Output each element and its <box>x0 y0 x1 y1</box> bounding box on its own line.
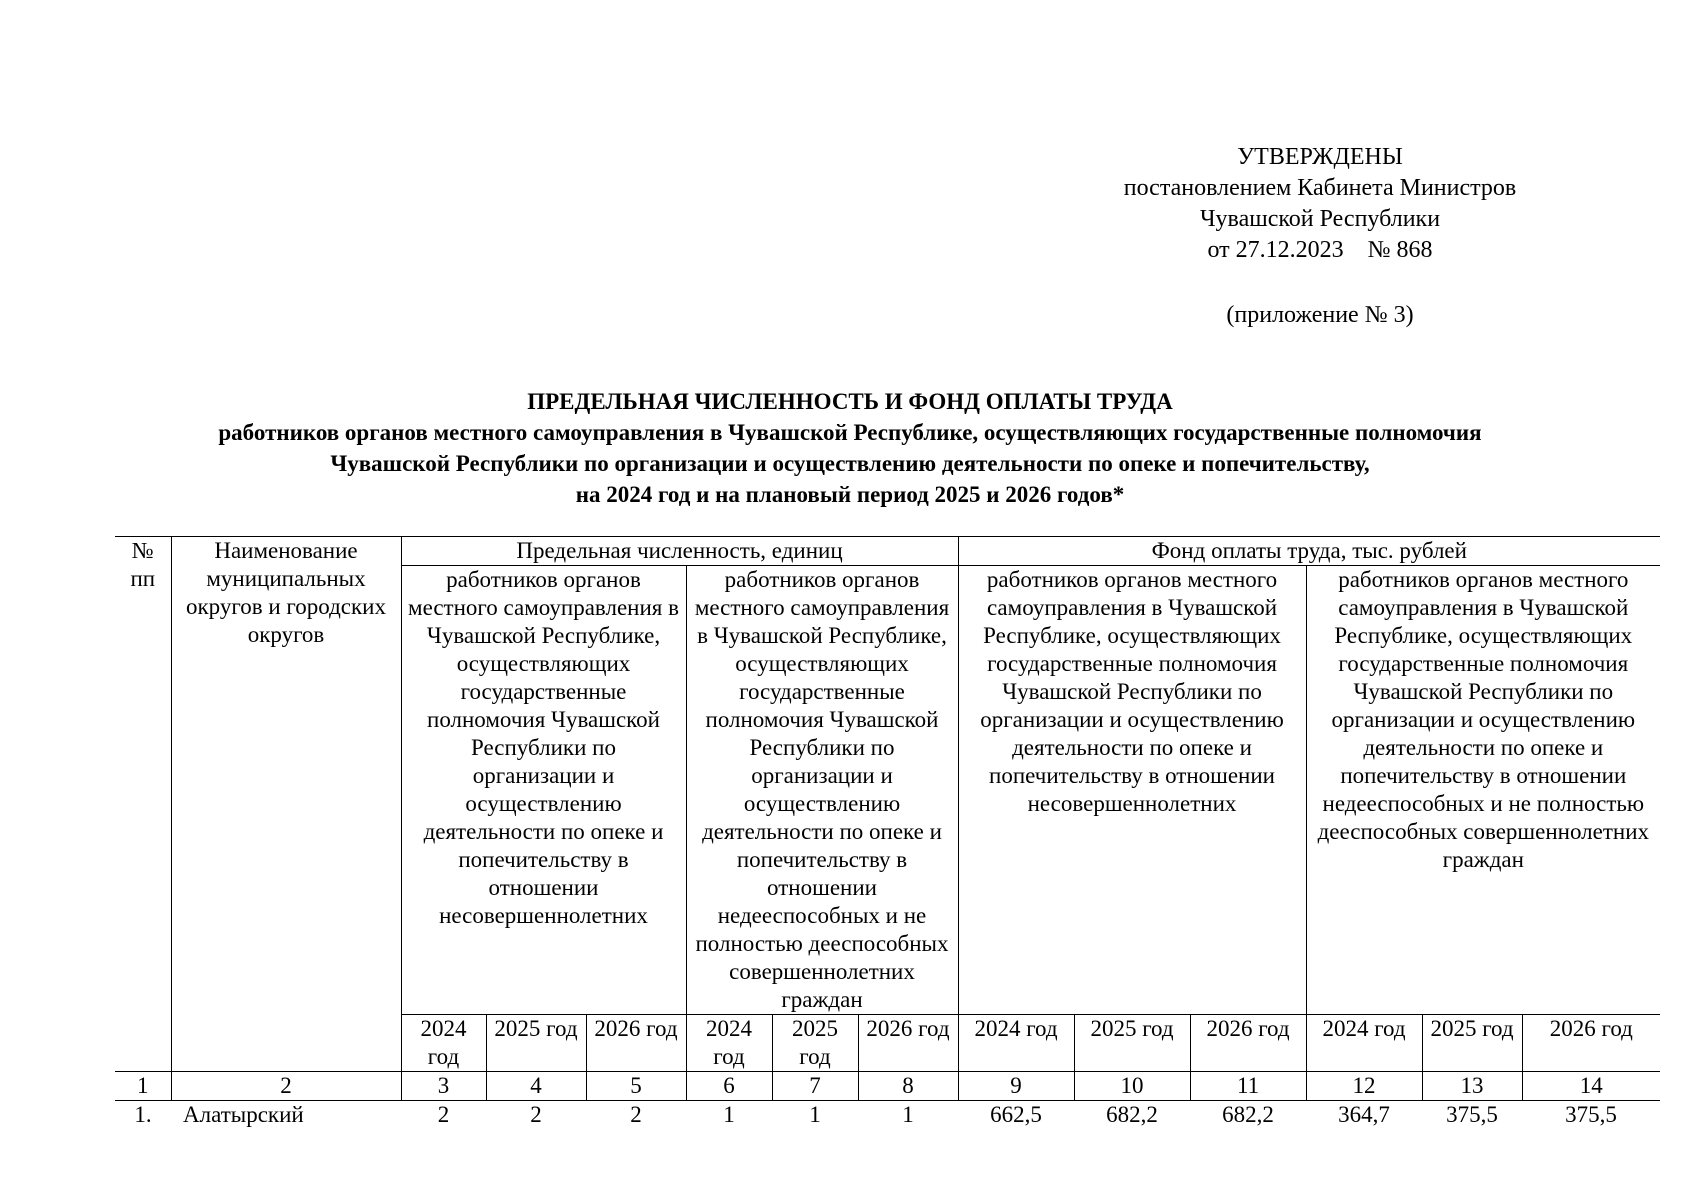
table-cell: 682,2 <box>1074 1101 1190 1132</box>
table-cell: 375,5 <box>1422 1101 1522 1132</box>
header-municipality: Наименование муниципальных округов и городских округов <box>171 537 401 1072</box>
row-number: 1. <box>115 1101 171 1132</box>
year-header: 2026 год <box>858 1015 958 1072</box>
table-cell: 375,5 <box>1522 1101 1660 1132</box>
approval-heading: УТВЕРЖДЕНЫ <box>1237 144 1403 170</box>
table-cell: 1 <box>772 1101 858 1132</box>
table-cell: 1 <box>686 1101 772 1132</box>
limits-table-wrapper <box>115 536 1660 1132</box>
column-number: 5 <box>586 1072 686 1101</box>
limits-table <box>115 536 1660 1132</box>
header-fund-minors: работников органов местного самоуправления в Чувашской Республике, осуществляющих государственные полномочия Чувашской Республики по организации и осуществлению деятельности по опеке и попечительству в отношении несовершеннолетних <box>958 566 1306 1015</box>
header-staff-adults: работников органов местного самоуправления в Чувашской Республике, осуществляющих государственные полномочия Чувашской Республики по организации и осуществлению деятельности по опеке и попечительству в отношении недееспособных и не полностью дееспособных совершеннолетних граждан <box>686 566 958 1015</box>
column-number: 6 <box>686 1072 772 1101</box>
column-number: 9 <box>958 1072 1074 1101</box>
title-subtitle-1: работников органов местного самоуправления в Чувашской Республике, осуществляющих государственные полномочия <box>218 420 1482 445</box>
approval-date-number: от 27.12.2023 № 868 <box>1207 237 1433 263</box>
column-number: 12 <box>1306 1072 1422 1101</box>
title-subtitle-2: Чувашской Республики по организации и осуществлению деятельности по опеке и попечительству, <box>330 451 1370 476</box>
column-number: 2 <box>171 1072 401 1101</box>
year-header: 2025 год <box>486 1015 586 1072</box>
column-number: 8 <box>858 1072 958 1101</box>
header-fund-adults: работников органов местного самоуправления в Чувашской Республике, осуществляющих государственные полномочия Чувашской Республики по организации и осуществлению деятельности по опеке и попечительству в отношении недееспособных и не полностью дееспособных совершеннолетних граждан <box>1306 566 1660 1015</box>
column-number: 11 <box>1190 1072 1306 1101</box>
table-cell: 2 <box>486 1101 586 1132</box>
table-cell: 662,5 <box>958 1101 1074 1132</box>
table-row <box>115 1101 1660 1132</box>
document-title <box>60 386 1640 510</box>
column-number: 14 <box>1522 1072 1660 1101</box>
year-header: 2024 год <box>958 1015 1074 1072</box>
approval-block <box>1040 142 1600 331</box>
approval-issuer: постановлением Кабинета Министров <box>1123 175 1517 201</box>
table-cell: 2 <box>401 1101 486 1132</box>
table-cell: 682,2 <box>1190 1101 1306 1132</box>
header-wage-fund: Фонд оплаты труда, тыс. рублей <box>958 537 1660 566</box>
header-staff-limit: Предельная численность, единиц <box>401 537 958 566</box>
municipality-name: Алатырский <box>171 1101 401 1132</box>
year-header: 2026 год <box>1522 1015 1660 1072</box>
column-number: 3 <box>401 1072 486 1101</box>
approval-republic: Чувашской Республики <box>1199 206 1441 232</box>
title-main: ПРЕДЕЛЬНАЯ ЧИСЛЕННОСТЬ И ФОНД ОПЛАТЫ ТРУДА <box>527 389 1173 414</box>
year-header: 2024 год <box>401 1015 486 1072</box>
column-number: 10 <box>1074 1072 1190 1101</box>
column-number: 4 <box>486 1072 586 1101</box>
column-number: 1 <box>115 1072 171 1101</box>
year-header: 2025 год <box>772 1015 858 1072</box>
year-header: 2024 год <box>1306 1015 1422 1072</box>
year-header: 2026 год <box>1190 1015 1306 1072</box>
header-number: № пп <box>115 537 171 1072</box>
year-header: 2025 год <box>1074 1015 1190 1072</box>
column-number: 13 <box>1422 1072 1522 1101</box>
year-header: 2026 год <box>586 1015 686 1072</box>
table-cell: 364,7 <box>1306 1101 1422 1132</box>
header-staff-minors: работников органов местного самоуправления в Чувашской Республике, осуществляющих государственные полномочия Чувашской Республики по организации и осуществлению деятельности по опеке и попечительству в отношении несовершеннолетних <box>401 566 686 1015</box>
appendix-label: (приложение № 3) <box>1226 302 1414 328</box>
column-number: 7 <box>772 1072 858 1101</box>
title-subtitle-3: на 2024 год и на плановый период 2025 и 2026 годов* <box>575 482 1125 507</box>
table-cell: 1 <box>858 1101 958 1132</box>
year-header: 2024 год <box>686 1015 772 1072</box>
table-cell: 2 <box>586 1101 686 1132</box>
year-header: 2025 год <box>1422 1015 1522 1072</box>
